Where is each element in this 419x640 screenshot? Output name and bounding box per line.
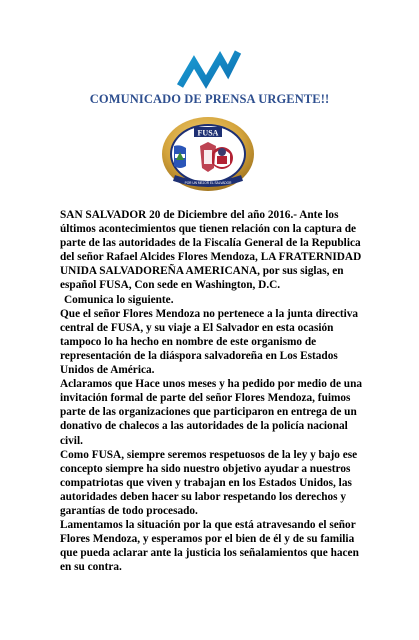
- organization-seal-icon: [160, 116, 256, 192]
- paragraph-intro: SAN SALVADOR 20 de Diciembre del año 2016.- Ante los últimos acontecimientos que tienen relación con la captura de parte de las autoridades de la Fiscalía General de la Republica del señor Rafael Alcides Flores Mendoza, LA FRATERNIDAD UNIDA SALVADOREÑA AMERICANA, por sus siglas, en español FUSA, Con sede en Washington, D.C.: [60, 209, 362, 292]
- paragraph-lamentamos: Lamentamos la situación por la que está atravesando el señor Flores Mendoza, y esperamos por el bien de él y de su familia que pueda aclarar ante la justicia los señalamientos que hacen en su contra.: [60, 519, 359, 574]
- paragraph-fusa: Como FUSA, siempre seremos respetuosos de la ley y bajo ese concepto siempre ha sido nuestro objetivo ayudar a nuestros compatriotas que viven y trabajan en los Estados Unidos, las autoridades deben hacer su labor respetando los derechos y garantías de todo procesado.: [60, 448, 358, 517]
- wave-logo-icon: [176, 50, 242, 90]
- press-release-body: [60, 208, 370, 574]
- seal-center-text: FUSA: [197, 128, 219, 138]
- paragraph-junta: Que el señor Flores Mendoza no pertenece a la junta directiva central de FUSA, y su viaje a El Salvador en esta ocasión tampoco lo ha hecho en nombre de este organismo de representación de la diáspora salvadoreña en Los Estados Unidos de América.: [60, 307, 359, 377]
- paragraph-aclaramos: Aclaramos que Hace unos meses y ha pedido por medio de una invitación formal de parte del señor Flores Mendoza, fuimos parte de las organizaciones que participaron en entrega de un donativo de chalecos a las autoridades de la policía nacional civil.: [60, 378, 363, 447]
- paragraph-comunica: Comunica lo siguiente.: [64, 293, 174, 306]
- seal-bottom-text: POR UN MEJOR EL SALVADOR: [184, 181, 232, 185]
- press-release-title: COMUNICADO DE PRENSA URGENTE!!: [89, 92, 330, 106]
